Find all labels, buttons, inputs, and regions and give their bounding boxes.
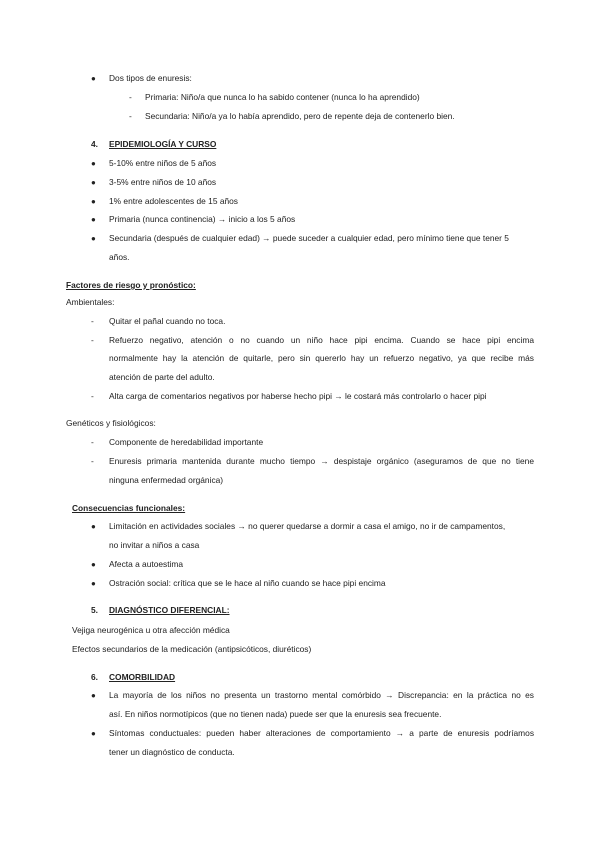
section-5-heading: DIAGNÓSTICO DIFERENCIAL: <box>109 605 230 615</box>
bullet-icon: ● <box>91 178 96 187</box>
environmental-item: Quitar el pañal cuando no toca. <box>109 316 226 326</box>
section-4-heading: EPIDEMIOLOGÍA Y CURSO <box>109 139 217 149</box>
epidemiology-item-continued: años. <box>109 252 130 262</box>
bullet-icon: ● <box>91 159 96 168</box>
enuresis-types-intro: Dos tipos de enuresis: <box>109 73 192 83</box>
dash-icon: - <box>129 92 132 102</box>
dash-icon: - <box>91 335 94 345</box>
epidemiology-item: 5-10% entre niños de 5 años <box>109 158 217 168</box>
genetic-label: Genéticos y fisiológicos: <box>66 418 156 428</box>
epidemiology-item: Primaria (nunca continencia) → inicio a los 5 años <box>109 214 296 224</box>
environmental-item: Refuerzo negativo, atención o no cuando un niño hace pipi encima. Cuando se hace pipi encima <box>109 335 534 345</box>
section-4-number: 4. <box>91 139 98 149</box>
dash-icon: - <box>91 437 94 447</box>
comorbidity-item-continued: tener un diagnóstico de conducta. <box>109 747 235 757</box>
comorbidity-item: Síntomas conductuales: pueden haber alteraciones de comportamiento → a parte de enuresis podríamos <box>109 728 534 738</box>
dash-icon: - <box>91 316 94 326</box>
bullet-icon: ● <box>91 522 96 531</box>
consequences-heading: Consecuencias funcionales: <box>72 503 186 513</box>
section-5-number: 5. <box>91 605 98 615</box>
differential-item: Efectos secundarios de la medicación (antipsicóticos, diuréticos) <box>72 644 312 654</box>
bullet-icon: ● <box>91 215 96 224</box>
genetic-item-continued: ninguna enfermedad orgánica) <box>109 475 224 485</box>
bullet-icon: ● <box>91 74 96 83</box>
bullet-icon: ● <box>91 691 96 700</box>
dash-icon: - <box>91 456 94 466</box>
environmental-label: Ambientales: <box>66 297 115 307</box>
genetic-item: Componente de heredabilidad importante <box>109 437 264 447</box>
comorbidity-item: La mayoría de los niños no presenta un trastorno mental comórbido → Discrepancia: en la práctica no es <box>109 690 534 700</box>
genetic-item: Enuresis primaria mantenida durante mucho tiempo → despistaje orgánico (aseguramos de que no tiene <box>109 456 534 466</box>
environmental-item: Alta carga de comentarios negativos por haberse hecho pipi → le costará más controlarlo o hacer pipi <box>109 391 487 401</box>
enuresis-primary: Primaria: Niño/a que nunca lo ha sabido contener (nunca lo ha aprendido) <box>145 92 420 102</box>
epidemiology-item: 3-5% entre niños de 10 años <box>109 177 217 187</box>
bullet-icon: ● <box>91 197 96 206</box>
risk-factors-heading: Factores de riesgo y pronóstico: <box>66 280 196 290</box>
environmental-item-continued: atención de parte del adulto. <box>109 372 215 382</box>
dash-icon: - <box>129 111 132 121</box>
consequence-item-continued: no invitar a niños a casa <box>109 540 200 550</box>
environmental-item-continued: normalmente hay la atención de quitarle, pero sin quererlo hay un refuerzo negativo, ya que recibe más <box>109 353 534 363</box>
differential-item: Vejiga neurogénica u otra afección médica <box>72 625 230 635</box>
section-6-number: 6. <box>91 672 98 682</box>
consequence-item: Afecta a autoestima <box>109 559 184 569</box>
enuresis-secondary: Secundaria: Niño/a ya lo había aprendido, pero de repente deja de contenerlo bien. <box>145 111 455 121</box>
dash-icon: - <box>91 391 94 401</box>
bullet-icon: ● <box>91 579 96 588</box>
section-6-heading: COMORBILIDAD <box>109 672 176 682</box>
comorbidity-item-continued: así. En niños normotípicos (que no tienen nada) puede ser que la enuresis sea frecuente. <box>109 709 442 719</box>
consequence-item: Limitación en actividades sociales → no querer quedarse a dormir a casa el amigo, no ir de campamentos, <box>109 521 506 531</box>
epidemiology-item: Secundaria (después de cualquier edad) → puede suceder a cualquier edad, pero mínimo tiene que tener 5 <box>109 233 509 243</box>
bullet-icon: ● <box>91 560 96 569</box>
consequence-item: Ostración social: crítica que se le hace al niño cuando se hace pipi encima <box>109 578 386 588</box>
epidemiology-item: 1% entre adolescentes de 15 años <box>109 196 238 206</box>
bullet-icon: ● <box>91 729 96 738</box>
bullet-icon: ● <box>91 234 96 243</box>
